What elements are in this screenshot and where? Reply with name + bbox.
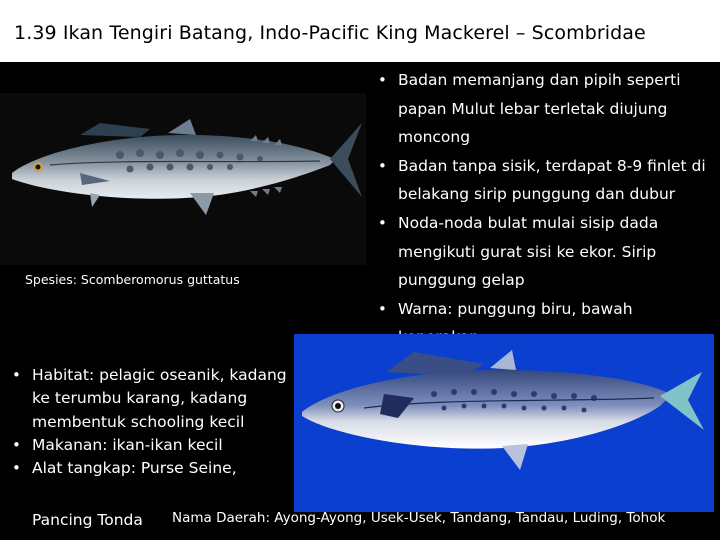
bullet-dot: • — [12, 435, 21, 454]
left-bullet-list — [12, 364, 302, 480]
right-bullet-list — [378, 66, 708, 352]
left-bullet-1 — [12, 364, 302, 434]
right-bullet-1-text: Badan memanjang dan pipih seperti papan Mulut lebar terletak diujung moncong — [398, 71, 681, 147]
left-bullet-3 — [12, 457, 302, 480]
fish-illustration — [294, 334, 714, 512]
bullet-dot: • — [378, 213, 387, 232]
bullet-dot: • — [378, 299, 387, 318]
left-bullet-2-text: Makanan: ikan-ikan kecil — [32, 435, 223, 454]
left-bullet-3-text: Alat tangkap: Purse Seine, — [32, 459, 237, 478]
species-caption: Spesies: Scomberomorus guttatus — [25, 272, 240, 287]
bullet-dot: • — [378, 71, 387, 89]
nama-daerah: Nama Daerah: Ayong-Ayong, Usek-Usek, Tandang, Tandau, Luding, Tohok — [172, 510, 666, 526]
right-bullet-1 — [378, 66, 708, 152]
bullet-dot: • — [378, 156, 387, 175]
right-bullet-3 — [378, 209, 708, 295]
fish-photo — [0, 93, 366, 265]
left-bullet-1-text: Habitat: pelagic oseanik, kadang ke terumbu karang, kadang membentuk schooling kecil — [32, 366, 287, 431]
bullet-dot: • — [12, 366, 21, 384]
right-bullet-2-text: Badan tanpa sisik, terdapat 8-9 finlet di belakang sirip punggung dan dubur — [398, 156, 706, 204]
right-bullet-3-text: Noda-noda bulat mulai sisip dada mengikuti gurat sisi ke ekor. Sirip punggung gelap — [398, 213, 659, 290]
fish-photo-graphic — [0, 93, 366, 265]
bullet-dot: • — [12, 459, 21, 478]
alat-tangkap-continuation: Pancing Tonda — [32, 511, 143, 529]
fish-illustration-graphic — [294, 334, 714, 512]
title-bar — [0, 0, 720, 62]
right-bullet-4-text: Warna: punggung biru, bawah — [398, 299, 633, 318]
left-bullet-2 — [12, 434, 302, 457]
slide-title: 1.39 Ikan Tengiri Batang, Indo-Pacific King Mackerel – Scombridae — [14, 22, 646, 44]
right-bullet-2 — [378, 152, 708, 209]
